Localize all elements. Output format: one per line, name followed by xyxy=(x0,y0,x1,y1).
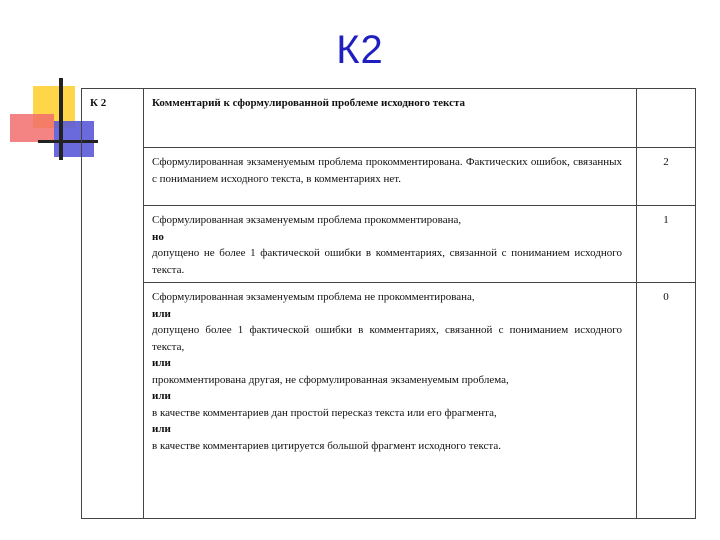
criteria-table xyxy=(81,88,696,519)
score-value: 0 xyxy=(637,283,696,519)
table-row xyxy=(82,283,696,519)
description-text: в качестве комментариев дан простой пересказ текста или его фрагмента, xyxy=(152,406,497,419)
decorative-vertical-line xyxy=(59,78,63,160)
description-text: допущено не более 1 фактической ошибки в комментариях, связанной с пониманием исходного текста. xyxy=(152,247,622,276)
connector-keyword: или xyxy=(152,390,171,402)
criterion-title: Комментарий к сформулированной проблеме исходного текста xyxy=(144,89,637,148)
table-header-row xyxy=(82,89,696,148)
slide-title: К2 xyxy=(336,28,384,72)
table-row xyxy=(82,148,696,206)
criterion-description xyxy=(144,206,637,283)
score-header-cell xyxy=(637,89,696,148)
table-row xyxy=(82,206,696,283)
connector-keyword: или xyxy=(152,357,171,369)
description-text: прокомментирована другая, не сформулированная экзаменуемым проблема, xyxy=(152,373,509,386)
score-value: 2 xyxy=(637,148,696,206)
connector-keyword: или xyxy=(152,307,171,320)
description-text: в качестве комментариев цитируется большой фрагмент исходного текста. xyxy=(152,439,502,452)
description-text: Сформулированная экзаменуемым проблема прокомментирована. Фактических ошибок, связанных с пониманием исходного текста, в комментариях нет. xyxy=(152,156,622,185)
connector-keyword: или xyxy=(152,423,171,435)
criterion-description xyxy=(144,148,637,206)
score-value: 1 xyxy=(637,206,696,283)
description-text: допущено более 1 фактической ошибки в комментариях, связанной с пониманием исходного текста, xyxy=(152,324,622,353)
description-text: Сформулированная экзаменуемым проблема прокомментирована, xyxy=(152,214,462,226)
description-text: Сформулированная экзаменуемым проблема не прокомментирована, xyxy=(152,291,475,303)
criterion-description xyxy=(144,283,637,519)
criterion-code: К 2 xyxy=(82,89,144,519)
decorative-red-square xyxy=(10,114,54,142)
connector-keyword: но xyxy=(152,230,164,243)
